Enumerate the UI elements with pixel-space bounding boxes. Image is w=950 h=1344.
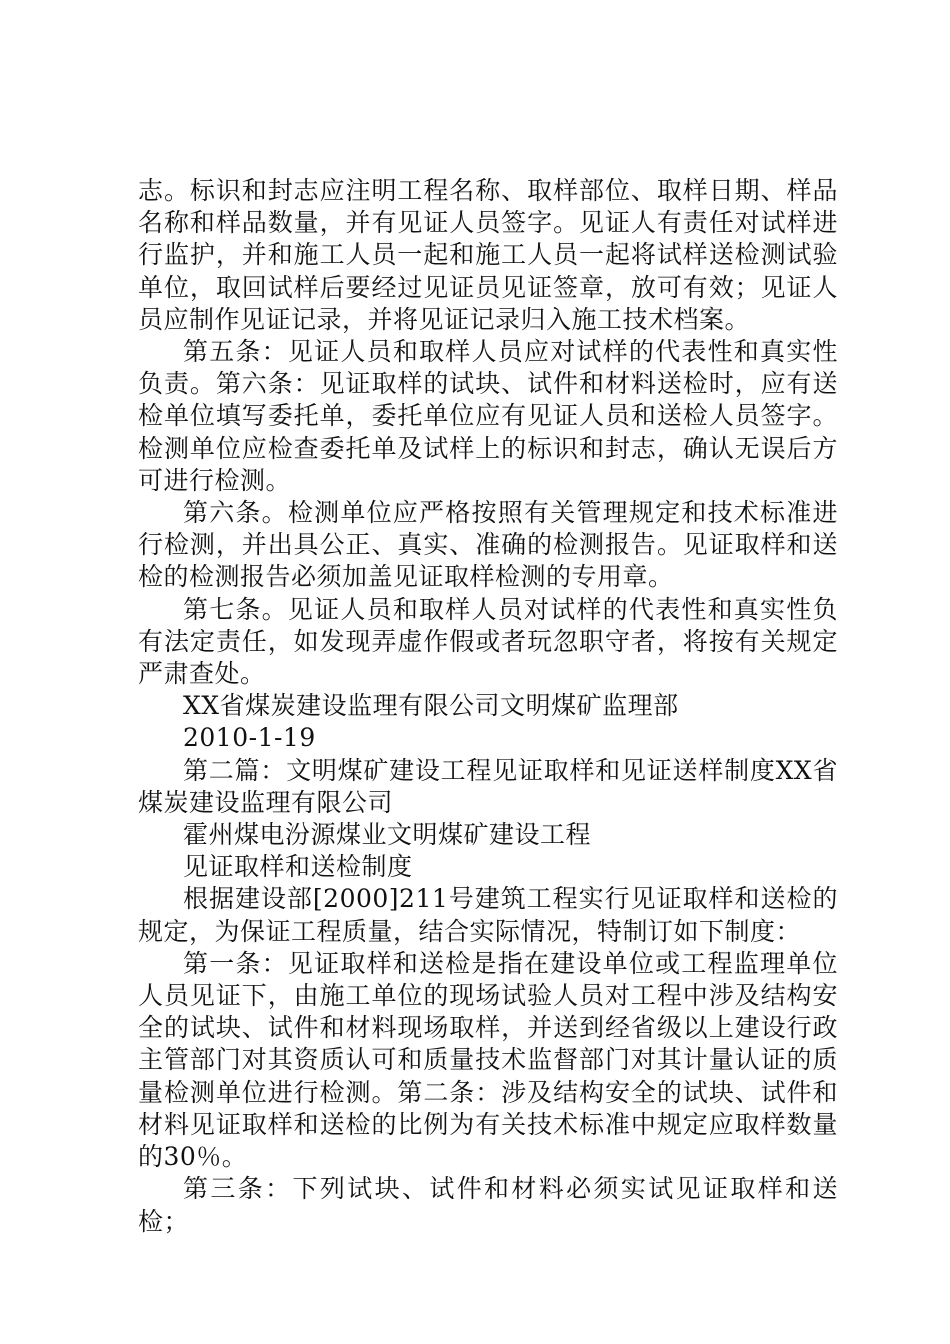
paragraph-article-5: 第五条：见证人员和取样人员应对试样的代表性和真实性负责。第六条：见证取样的试块、试件和材料送检时，应有送检单位填写委托单，委托单位应有见证人员和送检人员签字。检测单位应检查委托单及试样上的标识和封志，确认无误后方可进行检测。 — [138, 337, 838, 495]
paragraph-article-6: 第六条。检测单位应严格按照有关管理规定和技术标准进行检测，并出具公正、真实、准确的检测报告。见证取样和送检的检测报告必须加盖见证取样检测的专用章。 — [138, 498, 838, 592]
project-name: 霍州煤电汾源煤业文明煤矿建设工程 — [183, 820, 592, 850]
paragraph-article-1: 第一条：见证取样和送检是指在建设单位或工程监理单位人员见证下，由施工单位的现场试验人员对工程中涉及结构安全的试块、试件和材料现场取样，并送到经省级以上建设行政主管部门对其资质认可和质量技术监督部门对其计量认证的质量检测单位进行检测。第二条：涉及结构安全的试块、试件和材料见证取样和送检的比例为有关技术标准中规定应取样数量的30％。 — [138, 948, 838, 1172]
document-body — [138, 175, 838, 1238]
document-title: 见证取样和送检制度 — [183, 852, 413, 882]
section-heading-part-2: 第二篇：文明煤矿建设工程见证取样和见证送样制度XX省煤炭建设监理有限公司 — [138, 755, 838, 817]
paragraph-article-3: 第三条：下列试块、试件和材料必须实试见证取样和送检； — [138, 1174, 838, 1236]
signature-organization: XX省煤炭建设监理有限公司文明煤矿监理部 — [183, 691, 679, 721]
signature-date: 2010-1-19 — [183, 723, 316, 753]
paragraph-article-7: 第七条。见证人员和取样人员对试样的代表性和真实性负有法定责任，如发现弄虚作假或者玩忽职守者，将按有关规定严肃查处。 — [138, 594, 838, 689]
paragraph-preamble: 根据建设部[2000]211号建筑工程实行见证取样和送检的规定，为保证工程质量，结合实际情况，特制订如下制度： — [138, 884, 838, 946]
paragraph-continuation: 志。标识和封志应注明工程名称、取样部位、取样日期、样品名称和样品数量，并有见证人员签字。见证人有责任对试样进行监护，并和施工人员一起和施工人员一起将试样送检测试验单位，取回试样后要经过见证员见证签章，放可有效；见证人员应制作见证记录，并将见证记录归入施工技术档案。 — [138, 176, 838, 334]
